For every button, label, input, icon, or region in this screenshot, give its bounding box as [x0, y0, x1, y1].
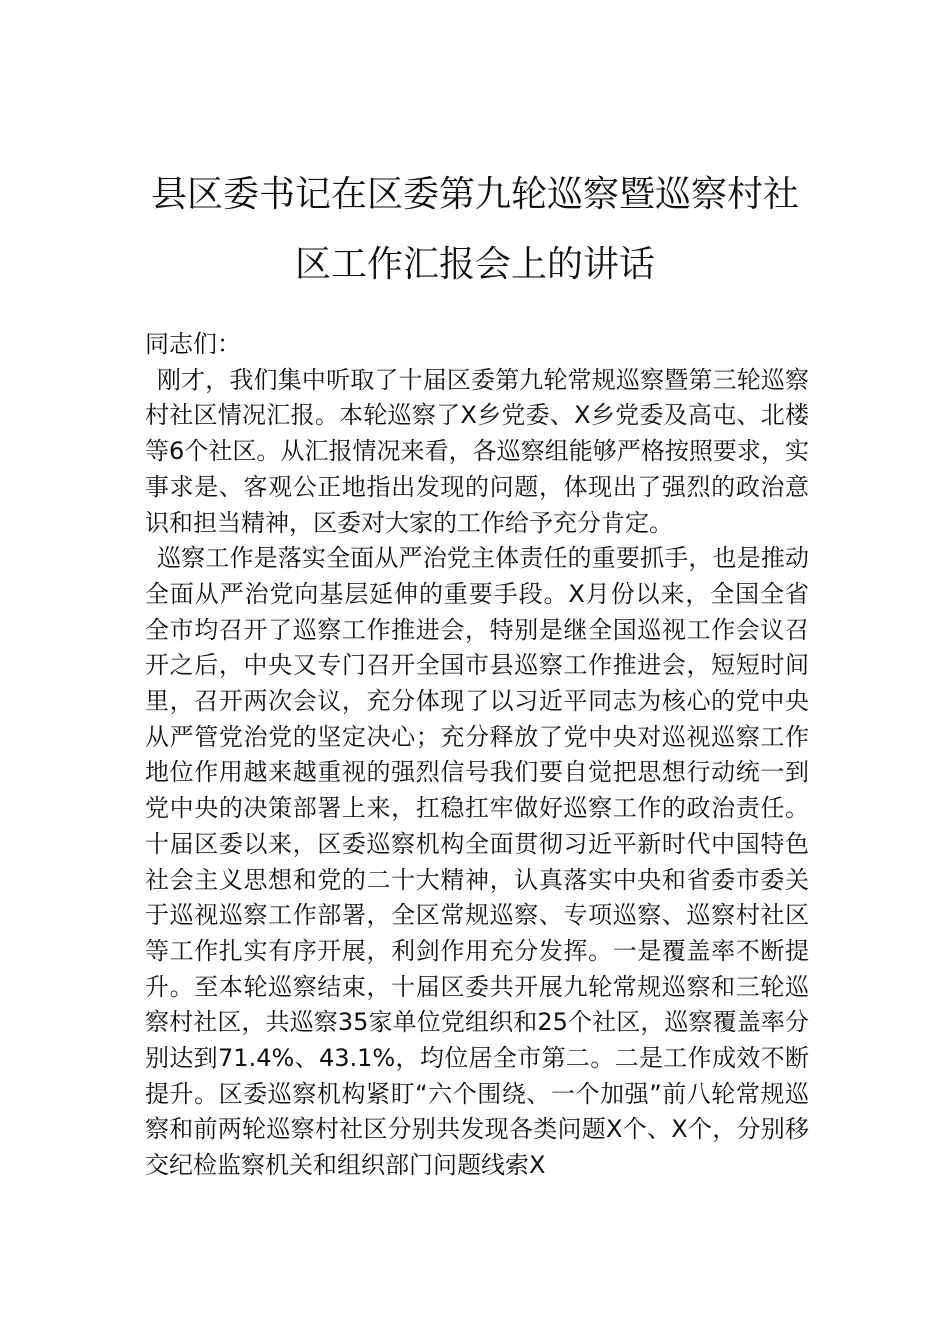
document-body — [145, 327, 809, 1184]
paragraph-2: 巡察工作是落实全面从严治党主体责任的重要抓手，也是推动全面从严治党向基层延伸的重要手段。X月份以来，全国全省全市均召开了巡察工作推进会，特别是继全国巡视工作会议召开之后，中央又专门召开全国市县巡察工作推进会，短短时间里，召开两次会议，充分体现了以习近平同志为核心的党中央从严管党治党的坚定决心；充分释放了党中央对巡视巡察工作地位作用越来越重视的强烈信号我们要自觉把思想行动统一到党中央的决策部署上来，扛稳扛牢做好巡察工作的政治责任。十届区委以来，区委巡察机构全面贯彻习近平新时代中国特色社会主义思想和党的二十大精神，认真落实中央和省委市委关于巡视巡察工作部署，全区常规巡察、专项巡察、巡察村社区等工作扎实有序开展，利剑作用充分发挥。一是覆盖率不断提升。至本轮巡察结束，十届区委共开展九轮常规巡察和三轮巡察村社区，共巡察35家单位党组织和25个社区，巡察覆盖率分别达到71.4%、43.1%，均位居全市第二。二是工作成效不断提升。区委巡察机构紧盯“六个围绕、一个加强”前八轮常规巡察和前两轮巡察村社区分别共发现各类问题X个、X个，分别移交纪检监察机关和组织部门问题线索X — [145, 544, 809, 1180]
salutation: 同志们： — [145, 330, 241, 358]
title-line-1: 县区委书记在区委第九轮巡察暨巡察村社 — [150, 174, 799, 215]
document-title — [145, 160, 805, 300]
title-line-2: 区工作汇报会上的讲话 — [294, 244, 655, 285]
paragraph-1: 刚才，我们集中听取了十届区委第九轮常规巡察暨第三轮巡察村社区情况汇报。本轮巡察了X乡党委、X乡党委及高屯、北楼等6个社区。从汇报情况来看，各巡察组能够严格按照要求，实事求是、客观公正地指出发现的问题，体现出了强烈的政治意识和担当精神，区委对大家的工作给予充分肯定。 — [145, 365, 809, 537]
